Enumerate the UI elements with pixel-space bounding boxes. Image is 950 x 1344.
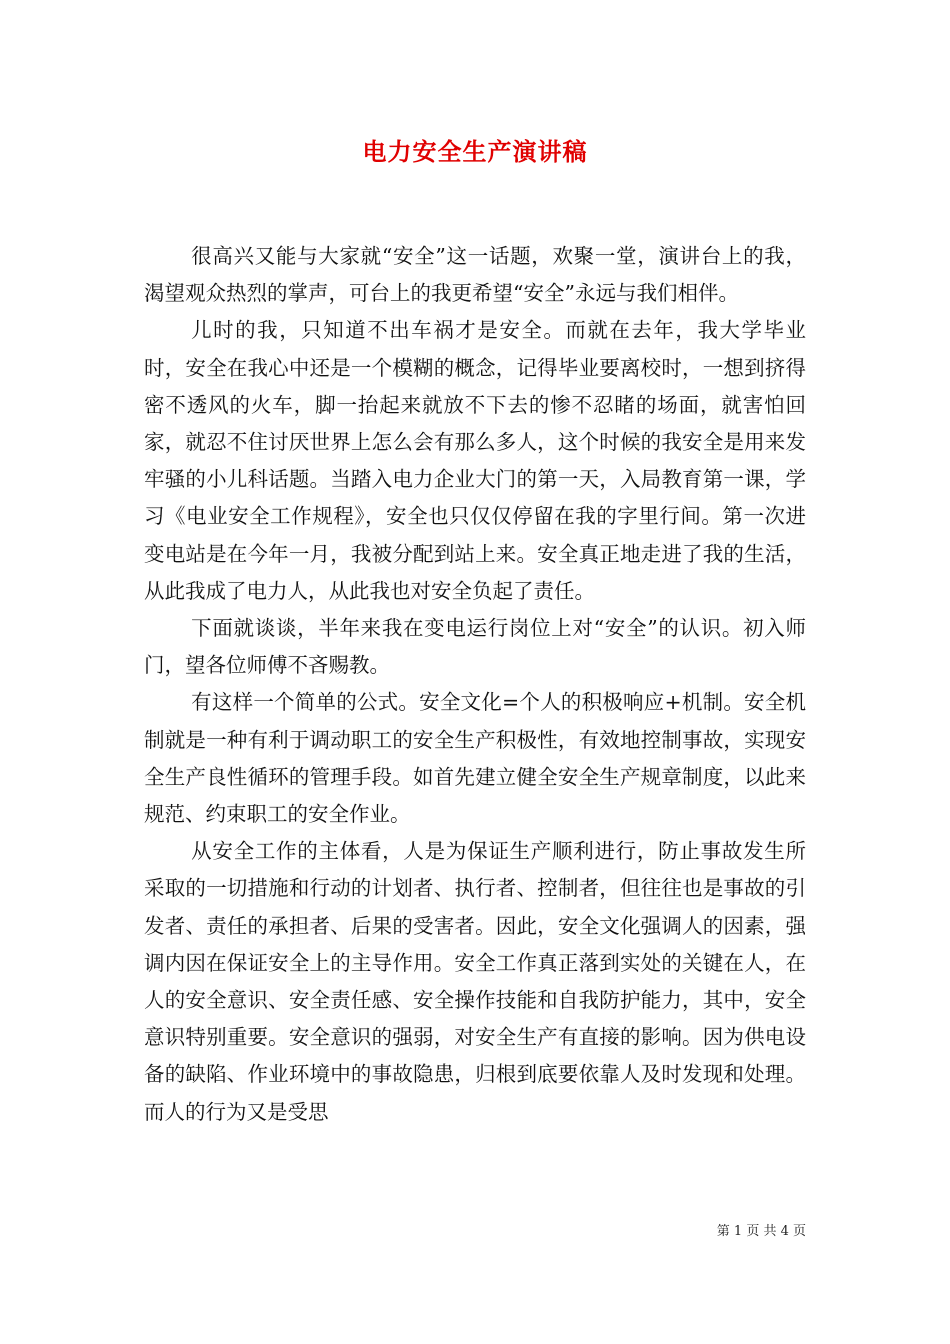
document-title: 电力安全生产演讲稿 (362, 137, 588, 166)
document-body (144, 238, 806, 1131)
page-number-footer: 第 1 页 共 4 页 (716, 1224, 806, 1239)
paragraph: 下面就谈谈，半年来我在变电运行岗位上对“安全”的认识。初入师门，望各位师傅不吝赐教。 (144, 616, 806, 678)
paragraph: 有这样一个简单的公式。安全文化=个人的积极响应+机制。安全机制就是一种有利于调动职工的安全生产积极性，有效地控制事故，实现安全生产良性循环的管理手段。如首先建立健全安全生产规章制度，以此来规范、约束职工的安全作业。 (144, 690, 806, 827)
paragraph: 很高兴又能与大家就“安全”这一话题，欢聚一堂，演讲台上的我，渴望观众热烈的掌声，可台上的我更希望“安全”永远与我们相伴。 (144, 244, 806, 306)
paragraph: 儿时的我，只知道不出车祸才是安全。而就在去年，我大学毕业时，安全在我心中还是一个模糊的概念，记得毕业要离校时，一想到挤得密不透风的火车，脚一抬起来就放不下去的惨不忍睹的场面，就害怕回家，就忍不住讨厌世界上怎么会有那么多人，这个时候的我安全是用来发牢骚的小儿科话题。当踏入电力企业大门的第一天，入局教育第一课，学习《电业安全工作规程》，安全也只仅仅停留在我的字里行间。第一次进变电站是在今年一月，我被分配到站上来。安全真正地走进了我的生活，从此我成了电力人，从此我也对安全负起了责任。 (144, 318, 806, 603)
paragraph: 从安全工作的主体看，人是为保证生产顺利进行，防止事故发生所采取的一切措施和行动的计划者、执行者、控制者，但往往也是事故的引发者、责任的承担者、后果的受害者。因此，安全文化强调人的因素，强调内因在保证安全上的主导作用。安全工作真正落到实处的关键在人，在人的安全意识、安全责任感、安全操作技能和自我防护能力，其中，安全意识特别重要。安全意识的强弱，对安全生产有直接的影响。因为供电设备的缺陷、作业环境中的事故隐患，归根到底要依靠人及时发现和处理。而人的行为又是受思 (144, 839, 806, 1124)
